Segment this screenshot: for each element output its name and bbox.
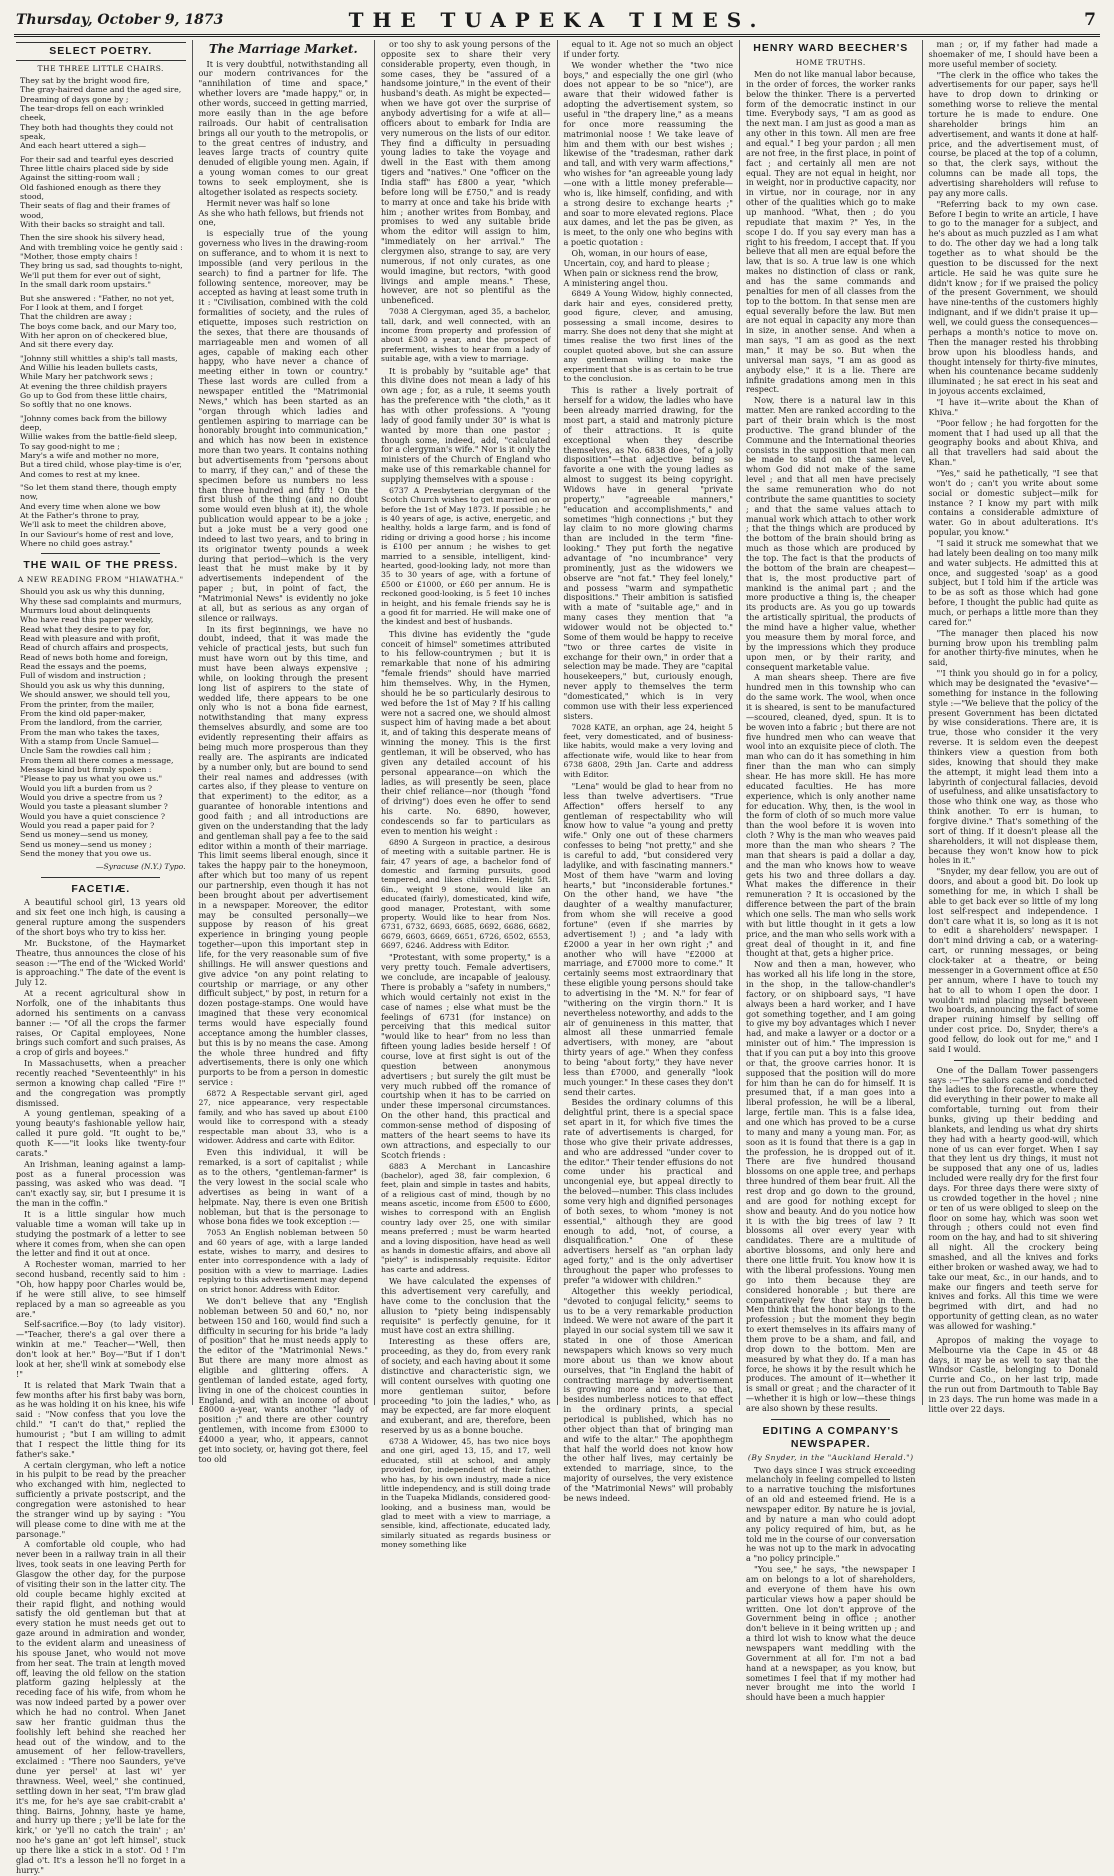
paragraph: is especially true of the young governess who lives in the drawing-room on sufferance, and to whom it is next to impossible (and very perilous in the search) to find a partner for life. The following sentence, moreover, may be accepted as having at least some truth in it : "Civilisation, combined with the cold formalities of society, and the rules of etiquette, imposes such restriction on the sexes, that there are thousands of marriageable men and women of all ages, capable of making each other happy, who have never a chance of meeting either in town or country." These last words are culled from a newspaper entitled the "Matrimonial News," which has been started as an "organ through which ladies and gentlemen aspiring to marriage can be honorably brought into communication," and which has now been in existence more than two years. It contains nothing but advertisements from "persons about to marry, if they can," and of these the specimen before us numbers no less than three hundred and fifty ! On the first blush of the thing (and no doubt some would even blush at it), the whole publication would appear to be a joke ; but a joke must be a very good one indeed to last two years, and to bring in its originator twenty pounds a week during that period—which is the very least that he must make by it by advertisements independent of the paper ; but, in point of fact, the "Matrimonial News" is evidently no joke at all, but as serious as any organ of silence or railways. xyxy=(198,228,368,623)
newspaper-title: THE TUAPEKA TIMES. xyxy=(348,8,766,32)
article-body xyxy=(929,40,1099,1055)
paragraph: We wonder whether the "two nice boys," and especially the one girl (who does not appear to be so "nice"), are aware that their widowed father is adopting the advertisement system, so useful in "the drapery line," as a means for once more reassuming the matrimonial noose ! We take leave of him and them with our best wishes ; likewise of the "tradesman, rather dark and tall, and with very warm affections," who wishes for "an agreeable young lady—one with a little money preferable—who is, like himself, confiding, and with a strong desire to exchange hearts ;" and soar to more elevated regions. Place aux dames, and let the pas be given, as is meet, to the only one who begins with a poetic quotation : xyxy=(563,59,733,248)
section-heading: FACETIÆ. xyxy=(71,882,131,895)
article-body xyxy=(199,60,369,1465)
article-body xyxy=(746,1466,916,1704)
poem-stanza: But she answered : "Father, no not yet, For I look at them, and I forget That the children are away ; The boys come back, and our Mary too, With her apron on of checkered blue, And sit there every day. xyxy=(20,293,177,350)
paragraph: "The manager then placed his now burning brow upon his trembling palm for another thirty-five minutes, when he said, xyxy=(928,627,1098,668)
paragraph: Two days since I was struck exceeding melancholy in feeling compelled to listen to a narrative touching the misfortunes of an old and esteemed friend. He is a newspaper editor. By nature he is jovial, and by nature a man who could adopt any policy required of him, but, as he told me in the course of our conversation he was not up to the mark in advocating a "no policy principle." xyxy=(746,1464,916,1564)
paragraph: "Referring back to my own case. Before I begin to write an article, I have to go to the manager for a subject, and he's about as much puzzled as I am what to do. The other day we had a long talk together as to what should be the question to be discussed for the next article. He said he was quite sure he didn't know ; for if we praised the policy of the present Government, we should have nine-tenths of the customers highly indignant, and if we didn't praise it up—well, we could guess the consequences—perhaps a month's notice to move on. Then the manager rested his throbbing brow upon his bloodless hands, and thought intensely for thirty-five minutes, when his countenance became suddenly illuminated ; he sat erect in his seat and in joyous accents exclaimed, xyxy=(928,198,1098,397)
column-2 xyxy=(192,40,375,1464)
paragraph: Besides the ordinary columns of this delightful print, there is a special space set apart in it, for which five times the rate of advertisements is charged, for those who give their private addresses, and who are addressed "under cover to the editor." Their tender effusions do not come under his practical and uncongenial eye, but appeal directly to the beloved—number. This class includes some very high and dignified personages of both sexes, to whom "money is not essential," although they are good enough to add, "not, of course, a disqualification." One of these advertisers herself as "an orphan lady aged forty," and is the only advertiser throughout the paper who professes to prefer "a widower with children." xyxy=(563,1097,733,1285)
article-body xyxy=(746,70,916,1414)
paragraph: "Yes," said he pathetically, "I see that won't do ; can't you write about some social or domestic subject—milk for instance ? I know my part with milk contains a considerable admixture of water. Go in about adulterations. It's popular, you know." xyxy=(928,467,1098,538)
poem-stanza: "So let them stand there, though empty now, And every time when alone we bow At the Father's throne to pray, We'll ask to meet the children above, In our Saviour's home of rest and love, Where no child goes astray." xyxy=(20,483,177,549)
paragraph: "I have it—write about the Khan of Khiva." xyxy=(928,396,1098,417)
anecdote: It is related that Mark Twain that a few months after his first baby was born, as he was holding it on his knee, his wife said : "Now confess that you love the child." "I can't do that," replied the humourist ; "but I am willing to admit that I respect the little thing for its father's sake." xyxy=(16,1379,186,1459)
anecdote: A beautiful school girl, 13 years old and six feet one inch high, is causing a general rupture among the suspenders of the short boys who try to kiss her. xyxy=(16,897,186,937)
article-subtitle: HOME TRUTHS. xyxy=(795,57,866,67)
article-title: The Marriage Market. xyxy=(208,42,358,56)
poem-body: Should you ask us why this dunning, Why these sad complaints and murmurs, Murmurs loud about delinquents Who have read this paper weekly, Read what they desire to pay for, Read with pleasure and with profit, Read of church affairs and prospects, Read of news both home and foreign, Read the essays and the poems, Full of wisdom and instruction ; Should you ask us why this dunning, We should answer, we should tell you, From the printer, from the mailer, From the kind old paper-maker, From the landlord, from the carrier, From the man who takes the taxes, With a stamp from Uncle Samuel— Uncle Sam the rowdies call him ; From them all there comes a message, Message kind but firmly spoken : "Please to pay us what you owe us." Would you lift a burden from us ? Would you drive a spectre from us ? Would you taste a pleasant slumber ? Would you have a quiet conscience ? Would you read a paper paid for ? Send us money—send us money, Send us money—send us money ; Send the money that you owe us. xyxy=(20,587,182,858)
poem-credit: —Syracuse (N.Y.) Typo. xyxy=(95,862,186,872)
news-item: Apropos of making the voyage to Melbourne via the Cape in 45 or 48 days, it may be as well to say that the Windsor Castle, belonging to Donald Currie and Co., on her last trip, made the run out from Dartmouth to Table Bay in 23 days. The run home was made in a little over 22 days. xyxy=(928,1334,1098,1414)
paragraph: man ; or, if my father had made a shoemaker of me, I should have been a more useful member of society. xyxy=(928,39,1098,69)
matrimonial-ad: 6883 A Merchant in Lancashire (bachelor), aged 38, fair complexion, 6 feet, plain and simple in tastes and habits, of a religious cast of mind, though by no means ascetic, income from £500 to £600, wishes to correspond with an English country lady over 25, one with similar means preferred ; must be warm hearted and a loving disposition, have head as well as hands in domestic affairs, and above all "piety" is indispensably requisite. Editor has carte and address. xyxy=(381,1161,551,1274)
poem-body xyxy=(16,76,186,549)
divider xyxy=(41,553,160,554)
paragraph: It is probably by "suitable age" that this divine does not mean a lady of his own age ; for, as a rule, it seems youth has the preference with "the cloth," as it has with other professions. A "young lady of good family under 30" is what is wanted by more than one pastor ; though some, indeed, add, "calculated for a clergyman's wife." Nor is it only the ministers of the Church of England who make use of this remarkable channel for supplying themselves with a spouse : xyxy=(381,365,551,484)
article-body xyxy=(381,40,551,1550)
paragraph: Oh, woman, in our hours of ease, Uncertain, coy, and hard to please ; When pain or sickness rend the brow, A ministering angel thou. xyxy=(563,248,719,288)
column-5 xyxy=(739,40,922,1703)
paragraph: We have calculated the expenses of this advertisement very carefully, and have come to the conclusion that the allusion to "piety being indispensably requisite" is perfectly genuine, for it must have cost an extra shilling. xyxy=(381,1276,551,1336)
divider xyxy=(771,1419,890,1420)
divider xyxy=(41,877,160,878)
anecdote: A young gentleman, speaking of a young beauty's fashionable yellow hair, called it pure gold. "It ought to be," quoth K——"it looks like twenty-four carats." xyxy=(16,1108,186,1158)
paragraph: In its first beginnings, we have no doubt, indeed, that it was made the vehicle of practical jests, but such fun must have worn out by this time, and must have been always expensive ; while, on looking through the present long list of aspirers to the state of wedded life, there appears to be one only who is not a bona fide earnest, notwithstanding that many express themselves absurdly, and some are too evidently representing their affairs as being much more prosperous than they really are. The aspirants are indicated by a number only, but are bound to send their real names and addresses (with cartes also, if they please to venture on that experiment) to the editor, as a guarantee of honorable intentions and good faith ; and all introductions are given on the understanding that the lady and gentleman shall pay a fee to the said editor within a month of their marriage. This limit seems liberal enough, since it takes the happy pair to the honeymoon, after which but too many of us repent our partnership, even though it has not been brought about per advertisement in a newspaper. Moreover, the editor may be consulted personally—we suppose by reason of his great experience in bringing young people together—upon this important step in life, for the very reasonable sum of five shillings. He will answer questions and give advice "on any point relating to courtship or marriage, or any other difficult subject," by post, in return for a dozen postage-stamps. One would have imagined that these very economical terms would have especially found acceptance among the humbler classes, but this is by no means the case. Among the whole three hundred and fifty advertisements, there is only one which purports to be from a person in domestic service : xyxy=(198,623,368,1088)
paragraph: We don't believe that any "English nobleman between 50 and 60," no, nor between 150 and 160, would find such a difficulty in securing for his bride "a lady of position" that he must needs apply to the editor of the "Matrimonial News." But there are many more almost as eligible and glittering offers. A gentleman of landed estate, aged forty, living in one of the choicest counties in England, and with an income of about £8000 a-year, wants another "lady of position ;" and there are other country gentlemen, with income from £3000 to £4000 a year, who, it appears, cannot get into society, or, having got there, feel too old xyxy=(198,1295,368,1464)
column-6 xyxy=(922,39,1101,1414)
anecdote: It is a little singular how much valuable time a woman will take up in studying the postmark of a letter to see where it comes from, when she can open the letter and find it out at once. xyxy=(16,1209,186,1259)
poem-stanza: "Johnny still whittles a ship's tall masts, And Willie his leaden bullets casts, While Mary her patchwork sews ; At evening the three childish prayers Go up to God from these little chairs, So softly that no one knows. xyxy=(20,353,178,410)
paragraph: "I said it struck me somewhat that we had lately been dealing on too many milk and water subjects. He admitted this at once, and suggested 'soap' as a good subject, but I told him if the article was to be as soft as those which had gone before, I thought the public had quite as much, or perhaps a little more than they cared for." xyxy=(928,537,1098,627)
news-item: One of the Dallam Tower passengers says :—"The sailors came and conducted the ladies to the forecastle, where they did everything in their power to make all comfortable, turning out from their bunks, giving up their bedding and blankets, and lending us what dry shirts they had with a hearty good-will, which none of us can ever forget. When I say that they lent us dry things, it must not be supposed that any one of us, ladies included were really dry for the first four days. For three days there were sixty of us crowded together in the hovel ; nine or ten of us were obliged to sleep on the floor on some hay, which was soon wet through ; others could not even find room on the hay, and had to sit shivering all night. All the crockery being smashed, and all the knives and forks either broken or washed away, we had to take our meat, &c., in our hands, and to make our fingers and teeth serve for knives and forks. All this time we were begrimed with dirt, and had no opportunity of getting clean, as no water was allowed for washing." xyxy=(928,1064,1098,1331)
column-1 xyxy=(14,40,192,1875)
issue-date: Thursday, October 9, 1873 xyxy=(16,12,224,28)
article-credit: (By Snyder, in the "Auckland Herald.") xyxy=(747,1453,914,1463)
paragraph: equal to it. Age not so much an object if under forty. xyxy=(563,39,733,59)
matrimonial-ad: 6737 A Presbyterian clergyman of the Scotch Church wishes to get married on or before the 1st of May 1873. If possible ; he is 40 years of age, is active, energetic, and healthy, holds a large farm, and is fond of riding or driving a good horse ; his income is £100 per annum ; he wishes to get married to a sensible, intelligent, kind-hearted, good-looking lady, not more than 35 to 30 years of age, with a fortune of £500 or £1000, or £60 per annum. He is reckoned good-looking, is 5 feet 10 inches in height, and his female friends say he is a good fit for married. He will make one of the kindest and best of husbands. xyxy=(381,485,551,627)
poem-stanza: "Johnny comes back from the billowy deep, Willie wakes from the battle-field sleep, To say good-night to me ; Mary's a wife and mother no more, But a tired child, whose play-time is o'er, And comes to rest at my knee. xyxy=(20,413,182,479)
paragraph: Altogether this weekly periodical, "devoted to conjugal felicity," seems to us to be a very remarkable production indeed. We were not aware of the part it played in our social system till we saw it stated in one of those American newspapers which knows so very much more about us than we know about ourselves, that "in England the habit of contracting marriage by advertisement is growing more and more, so that, besides numberless notices to that effect in the ordinary prints, a special periodical is published, which has no other object than that of bringing man and wife to the altar." The apophthegm that half the world does not know how the other half lives, may certainly be extended to marriage, since, to the majority of ourselves, the very existence of the "Matrimonial News" will probably be news indeed. xyxy=(563,1285,733,1503)
paragraph: Now and then a man, however, who has worked all his life long in the store, in the shop, in the tallow-chandler's factory, or on shipboard says, "I have always been a hard worker, and I have got something together, and I am going to give my boy advantages which I never had, and make a lawyer or a doctor or a minister out of him." The impression is that if you can put a boy into this groove or that, the groove carries honor. It is supposed that the position will do more for him than he can do for himself. It is presumed that, if a man goes into a liberal profession, he will be a liberal, large, fertile man. This is a false idea, and one which has proved to be a curse to many and many a young man. For, as soon as it is found that there is a gap in the profession, he is dropped out of it. There are five hundred thousand blossoms on one apple tree, and perhaps three hundred of them bear fruit. All the rest drop and go down to the ground, and are good for nothing except for show and beauty. And do you notice how it is with the big trees of law ? It blossoms all over every year with candidates. There are a multitude of abortive blossoms, and only here and there one little fruit. You know how it is with the liberal professions. Young men go into them because they are considered honorable ; but there are comparatively few that stay in them. Men think that the honor belongs to the profession ; but the moment they begin to exert themselves in its affairs many of them prove to be a sham, and fail, and drop down to the bottom. Men are measured by what they do. If a man has force, he shows it by the result which he produces. The amount of it—whether it is small or great ; and the character of it—whether it is high or low—these things are also shown by these results. xyxy=(746,959,916,1413)
anecdote: A certain clergyman, who left a notice in his pulpit to be read by the preacher who exchanged with him, neglected to sufficiently a private postscript, and the congregation were astonished to hear the stranger wind up by saying : "You will please come to dine with me at the parsonage." xyxy=(16,1459,186,1539)
columns xyxy=(14,39,1100,1875)
matrimonial-ad: 7028 KATE, an orphan, age 24, height 5 feet, very domesticated, and of business-like habits, would make a very loving and affectionate wife, would like to hear from 6738 6808, 29th Jan. Carte and address with Editor. xyxy=(563,722,733,779)
paragraph: "Protestant, with some property," is a very pretty touch. Female advertisers, we conclude, are incapable of jealousy. There is probably a "safety in numbers," which would certainly not exist in the case of names ; else what must be the feelings of 6731 (for instance) on perceiving that this medical suitor "would like to hear" from no less than fifteen young ladies beside herself ! Of course, love at first sight is out of the question between anonymous advertisers ; but surely the gilt must be very much rubbed off the romance of courtship when it has to be carried on under these impersonal circumstances. On the other hand, this practical and common-sense method of disposing of matters of the heart seems to have its own attractions, and especially to our Scotch friends : xyxy=(381,952,551,1160)
poem-stanza: For their sad and tearful eyes descried Three little chairs placed side by side Against the sitting-room wall ; Old fashioned enough as there they stood, Their seats of flag and their frames of wood, With their backs so straight and tall. xyxy=(20,154,174,230)
matrimonial-ad: 7053 An English nobleman between 50 and 60 years of age, with a large landed estate, wishes to marry, and desires to enter into correspondence with a lady of position with a view to marriage. Ladies replying to this advertisement may depend on strict honor. Address with Editor. xyxy=(198,1228,368,1294)
divider xyxy=(954,1060,1073,1061)
paragraph: or too shy to ask young persons of the opposite sex to share their very considerable property, even though, in some cases, they be "assured of a handsome jointure," in the event of their husband's death. As might be expected—when we have got over the surprise of anybody advertising for a wife at all—officers about to embark for India are very numerous on the lists of our editor. They find a difficulty in persuading young ladies to take the voyage and dwell in the East with them among tigers and "natives." One "officer on the India staff" has £800 a year, "which before long will be £750," and is ready to marry at once and take his bride with him ; another writes from Bombay, and promises to wed any suitable bride whom the editor will assign to him, "immediately on her arrival." The clergymen also, strange to say, are very numerous, if not only curates, as one would imagine, but rectors, "with good livings and ample means." These, however, are not so plentiful as the unbeneficed. xyxy=(381,39,551,306)
article-body xyxy=(564,40,734,1504)
matrimonial-ad: 6872 A Respectable servant girl, aged 27, nice appearance, very respectable family, and who has saved up about £100 would like to correspond with a steady respectable man about 33, who is a widower. Address and carte with Editor. xyxy=(198,1089,368,1145)
matrimonial-ad: 7038 A Clergyman, aged 35, a bachelor, tall, dark, and well connected, with an income from property and profession of about £300 a year, and the prospect of preferment, wishes to hear from a lady of suitable age, with a view to marriage. xyxy=(381,307,551,364)
page-number: 7 xyxy=(1084,10,1096,30)
anecdote: At a recent agricultural show in Norfolk, one of the inhabitants thus adorned his sentiments on a canvass banner :— "Of all the crops the farmer raises, Or Capital employees, None brings such comfort and such praises, As a crop of girls and boyees." xyxy=(16,988,186,1058)
paragraph: "Poor fellow ; he had forgotten for the moment that I had used up all that the geography books and about Khiva, and all that travellers had said about the Khan." xyxy=(928,417,1098,468)
poem-subtitle: A NEW READING FROM "HIAWATHA." xyxy=(17,575,184,585)
paragraph: This divine has evidently the "gude conceit of himsel" sometimes attributed to his fellow-countrymen ; but it is remarkable that none of his admiring "female friends" should have married him themselves. Why, in the Hymen, should he be so particularly desirous to wed before the 1st of May ? If his calling were not a sacred one, we should almost suspect him of having made a bet about it, and of taking this desperate means of winning the money. This is the first gentleman, it will be observed, who has given any detailed account of his personal appearance—on which the ladies, as will presently be seen, place their chief reliance—nor (though "fond of driving") does even he offer to send his carte. No. 6890, however, condescends so far to particulars as even to mention his weight : xyxy=(381,628,551,836)
anecdote: In Massachusetts, when a preacher recently reached "Seventeenthly" in his sermon a knowing chap called "Fire !" and the congregation was promptly dismissed. xyxy=(16,1058,186,1108)
column-3 xyxy=(374,39,557,1550)
anecdote: Self-sacrifice.—Boy (to lady visitor).—"Teacher, there's a gal over there a winkin at me." Teacher—"Well, then don't look at her." Boy—"But if I don't look at her, she'll wink at somebody else !" xyxy=(16,1319,186,1379)
paragraph: "Snyder, my dear fellow, you are out of doors, and about a good bit. Do look up something for me, in which I shall be able to get back ever so little of my long lost self-respect and independence. I don't care what it is, so long as it is not to edit a shareholders' newspaper. I don't mind driving a cab, or a watering-cart, or running messages, or being clock-taker at a theatre, or being messenger in a Government office at £50 per annum, where I have to touch my hat to all to whom I open the door. I wouldn't mind placing myself between two boards, announcing the fact of some draper ruining himself by selling off under cost price. Do, Snyder, there's a good fellow, do look out for me," and I said I would. xyxy=(928,866,1098,1054)
paragraph: Interesting as these offers are, proceeding, as they do, from every rank of society, and each having about it some distinctive and characteristic sign, we will content ourselves with quoting one more gentleman suitor, before proceeding "to join the ladies," who, as may be expected, are far more eloquent and exuberant, and are, therefore, been reserved by us as a bonne bouche. xyxy=(381,1336,551,1436)
anecdote: Mr. Buckstone, of the Haymarket Theatre, thus announces the close of his season :—"The end of the 'Wicked World' is approaching." The date of the event is July 12. xyxy=(16,937,186,988)
article-title: EDITING A COMPANY'S NEWSPAPER. xyxy=(762,1424,900,1450)
article-title: HENRY WARD BEECHER'S xyxy=(753,42,909,54)
poem-title: THE WAIL OF THE PRESS. xyxy=(23,559,179,572)
section-heading: SELECT POETRY. xyxy=(16,42,186,61)
matrimonial-ad: 6738 A Widower, 45, has two nice boys and one girl, aged 13, 15, and 17, well educated, still at school, and amply provided for, independent of their father, who has, by his own industry, made a nice little independency, and is still doing trade in the Tuapeka Midlands, considered good-looking, and a business man, would be glad to meet with a view to marriage, a sensible, kind, affectionate, educated lady, similarly situated as regards business or money something like xyxy=(381,1436,551,1550)
paragraph: A man shears sheep. There are five hundred men in this township who can do the same work. The wool, when once it is sheared, is sent to be manufactured—scoured, cleaned, dyed, spun. It is to be woven into a fabric ; but there are not five hundred men who can weave that wool into an exquisite piece of cloth. The man who can do it has something in him finer than the man who can simply shear. He has more skill. He has more educated faculties. He has more experience, which is only another name for education. Why, then, is the wool in the form of cloth of so much more value than the wool before it is woven into cloth ? Why is the man who weaves paid more than the man who shears ? The man that shears is paid a dollar a day, and the man who knows how to weave gets his two and three dollars a day. What makes the difference in their remuneration ? It is occasioned by the difference between the part of the brain which one sells. The man who sells work with but little thought in it gets a low price, and the man who sells work with a great deal of thought in it, and fine thought at that, gets a higher price. xyxy=(746,672,916,959)
matrimonial-ad: 6890 A Surgeon in practice, a desirous of meeting with a suitable partner. He is fair, 47 years of age, a bachelor fond of domestic and farming pursuits, good tempered, and likes children. Height 5ft. 6in., weight 9 stone, would like an educated (fairly), domesticated, kind wife, good manager, Protestant, with some property. Would like to hear from Nos. 6731, 6732, 6693, 6685, 6692, 6686, 6682, 6679, 6603, 6669, 6651, 6726, 6502, 6553, 6697, 6246. Address with Editor. xyxy=(381,837,551,951)
paragraph: Hermit never was half so lone As she who hath fellows, but friends not one, xyxy=(198,197,364,228)
poem-title: THE THREE LITTLE CHAIRS. xyxy=(37,63,164,73)
paragraph: This is rather a lively portrait of herself for a widow, the ladies who have been already married drawing, for the most part, a staid and matronly picture of their attractions. It is quite exceptional when they describe themselves, as No. 6838 does, "of a jolly disposition"—that adjective being so favorite a one with the young ladies as almost to suggest its being copyright. Widows have in general "private property," "agreeable manners," "education and accomplishments," and sometimes "high connections ;" but they lay claim to no more glowing charms than are included in the term "fine-looking." They put forth the negative advantage of "no incumbrance" very prominently, just as the widowers we observe are "not fat." They feel lonely," and possess "warm and sympathetic dispositions." Their ambition is satisfied with a mate of "suitable age," and in many cases they mention that "a widower would not be objected to." Some of them would be happy to receive "two or three cartes de visite in exchange for their own," in order that a selection may be made. They are "capital housekeepers," but, curiously enough, never apply to themselves the term "domesticated," which is in very common use with their less experienced sisters. xyxy=(563,385,733,721)
anecdote: A comfortable old couple, who had never been in a railway train in all their lives, took seats in one leaving Perth for Glasgow the other day, for the purpose of visiting their son in the latter city. The old couple became highly excited at their rapid flight, and nothing would satisfy the old gentleman but that at every station he must needs get out to gaze around in admiration and wonder, to the evident alarm and uneasiness of his spouse Janet, who would not move from her seat. The train at length moved off, leaving the old fellow on the station platform gazing helplessly at the receding face of his wife, from whom he was now indeed parted by a power over which he had no control. When Janet saw her frantic guidman thus the foolishly left behind she reached her head out of the window, and to the amusement of her fellow-travellers, exclaimed : "There noo Saunders, ye've dune yer persel' at last wi' yer thrawness. Weel, weel," she continued, settling down in her seat, "I'm braw glad it's me, for he's aye sae crabit-crabit a' thing. Bairns, Johnny, haste ye hame, and hurry up there ; ye'll be late for the kirk,' or 'ye'll no catch the train' ; an' noo he's gane an' got left himsel', stuck up there like a stick in a stot'. Od ! I'm glad o't. It's a lesson he'll no forget in a hurry." xyxy=(16,1539,186,1875)
poem-stanza: They sat by the bright wood fire, The gray-haired dame and the aged sire, Dreaming of days gone by ; The tear-drops fell on each wrinkled cheek, They both had thoughts they could not speak, And each heart uttered a sigh— xyxy=(20,75,182,151)
paragraph: "Lena" would be glad to hear from no less than twelve advertisers. "True Affection" offers herself to any gentleman of respectability who will know how to value "a young and pretty wife." Only one out of these charmers confesses to being "not pretty," and she is careful to add, "but considered very ladylike, and with fascinating manners." Most of them have "warm and loving hearts," but "inconsiderable fortunes." On the other hand, we have "the daughter of a wealthy manufacturer, from whom she will receive a good fortune" (even if she marries by advertisement !) ; and "a lady with £2000 a year in her own right ;" and another who will have "£2000 at marriage, and £7000 more to come." It certainly seems most extraordinary that these eligible young persons should take to advertising in the "M. N." for fear of "withering on the virgin thorn." It is nevertheless noteworthy, and adds to the air of genuineness in this matter, that almost all these unmarried female advertisers, with money, are "about thirty years of age." When they confess to being "about forty," they have never less than £7000, and generally "look much younger." In these cases they don't send their cartes. xyxy=(563,780,733,1097)
anecdote: An Irishman, leaning against a lamp-post as a funeral procession was passing, was asked who was dead. "I can't exactly say, sir, but I presume it is the man in the coffin." xyxy=(16,1158,186,1209)
paragraph: "You see," he says, "the newspaper I am on belongs to a lot of shareholders, and everyone of them have his own particular views how a paper should be written. One lot don't approve of the Government being in office ; another don't believe in it being written up ; and a third lot wish to know what the deuce newspapers want meddling with the Government at all for. I'm not a bad hand at a newspaper, as you know, but sometimes I feel that if my mother had never brought me into the world I should have been a much happier xyxy=(746,1564,916,1703)
facetiae-list xyxy=(16,898,186,1875)
paragraph: Even this individual, it will be remarked, is a sort of capitalist ; while as to the others, "gentleman-farmer" is the very lowest in the social scale who advertises as being in want of a helpmate. Nay, there is even one British nobleman, but that is the personage to whose bona fides we took exception :— xyxy=(198,1147,368,1227)
paragraph: "'I think you should go in for a policy, which may be designated the "evasive"—something for instance in the following style :—"We believe that the policy of the present Government has been dictated by wise considerations. There are, it is true, those who consider it the very reverse. It is seldom even the deepest thinkers view a question from both sides, knowing that should they make the attempt, it might lead them into a labyrinth of conjectural fallacies, devoid of usefulness, and alike unsatisfactory to those who think one way, as those who think another. To err is human, to forgive divine." That's something of the sort of thing. If it doesn't please all the shareholders, it will not displease them, because they won't know how to pick holes in it." xyxy=(928,668,1098,866)
paragraph: It is very doubtful, notwithstanding all our modern contrivances for the "annihilation of time and space," whether lovers are "made happy," or, in other words, succeed in getting married, more easily than in the age before railroads. Our habit of centralisation brings all our youth to the metropolis, or to the great centres of industry, and leaves large tracts of country quite denuded of eligible young men. Again, if a young woman comes to our great towns to seek employment, she is altogether isolated as respects society. xyxy=(198,58,368,197)
masthead xyxy=(14,8,1100,37)
paragraph: "The clerk in the office who takes the advertisements for our paper, says he'll have to drop down to drinking or something worse to relieve the mental torture he is made to endure. One shareholder brings him an advertisement, and wants it done at half-price, and the advertisement must, of course, be placed at the top of a column, so that, the clerk says, without the columns can be made all tops, the advertising shareholders will refuse to pay any more calls. xyxy=(928,69,1098,198)
matrimonial-ad: 6849 A Young Widow, highly connected, dark hair and eyes, considered pretty, good figure, clever, and amusing, possessing a small income, desires to marry. She does not deny that she might at times realise the two first lines of the couplet quoted above, but she can assure any gentleman willing to make the experiment that she is as certain to be true to the conclusion. xyxy=(563,289,733,383)
poem-stanza: Then the sire shook his silvery head, And with trembling voice he gently said : "Mother, those empty chairs ! They bring us sad, sad thoughts to-night, We'll put them for ever out of sight, In the small dark room upstairs." xyxy=(20,233,183,290)
anecdote: A Rochester woman, married to her second husband, recently said to him : "Oh, how happy poor Charles would be, if he were still alive, to see himself replaced by a man so agreeable as you are." xyxy=(16,1259,186,1319)
paragraph: Men do not like manual labor because, in the order of forces, the worker ranks below the thinker. There is a perverted form of the democratic instinct in our time. Everybody says, "I am as good as the next man. I am just as good a man as any other in this town. All men are free and equal." I beg your pardon ; all men are not free, in the first place, in point of fact ; and certainly all men are not equal. They are not equal in height, nor in weight, nor in productive capacity, nor in virtue, nor in courage, nor in any other of the qualities which go to make up manhood. "What, then ; do you repudiate that maxim ?" Yes, in the scope I do. If you say every man has a right to his freedom, I accept that. If you believe that all men are equal before the law, that is so. A true law is one which makes no distinction of class or rank, and has the same commands and penalties for men of all classes from the top to the bottom. In that sense men are equal severally before the law. But men are not equal in capacity any more than in size, in another sense. And when a man says, "I am as good as the next man," it may be so. But when the universal man says, "I am as good as anybody else," it is a lie. There are infinite gradations among men in this respect. xyxy=(746,68,916,395)
paragraph: Now, there is a natural law in this matter. Men are ranked according to the part of their brain which is the most productive. The grand blunder of the Commune and the International theories consists in the supposition that men can be made to stand on the same level, whom God did not make of the same level ; and that all men have precisely the same remuneration who do not contribute the same quantities to society ; and that the same values attach to manual work which attach to other work ; that the things which are produced by the bottom of the brain should bring as much as those which are produced by the top. The fact is that the products of the bottom of the brain are cheapest—that is, the most productive part of mankind is the animal part ; and the more productive a thing is, the cheaper its products are. As you go up towards the artistically spiritual, the products of the mind have a higher value, whether you measure them by moral force, and by the impressions which they produce upon men, or by their rarity, and consequent marketable value. xyxy=(746,395,916,672)
column-4 xyxy=(557,39,740,1503)
